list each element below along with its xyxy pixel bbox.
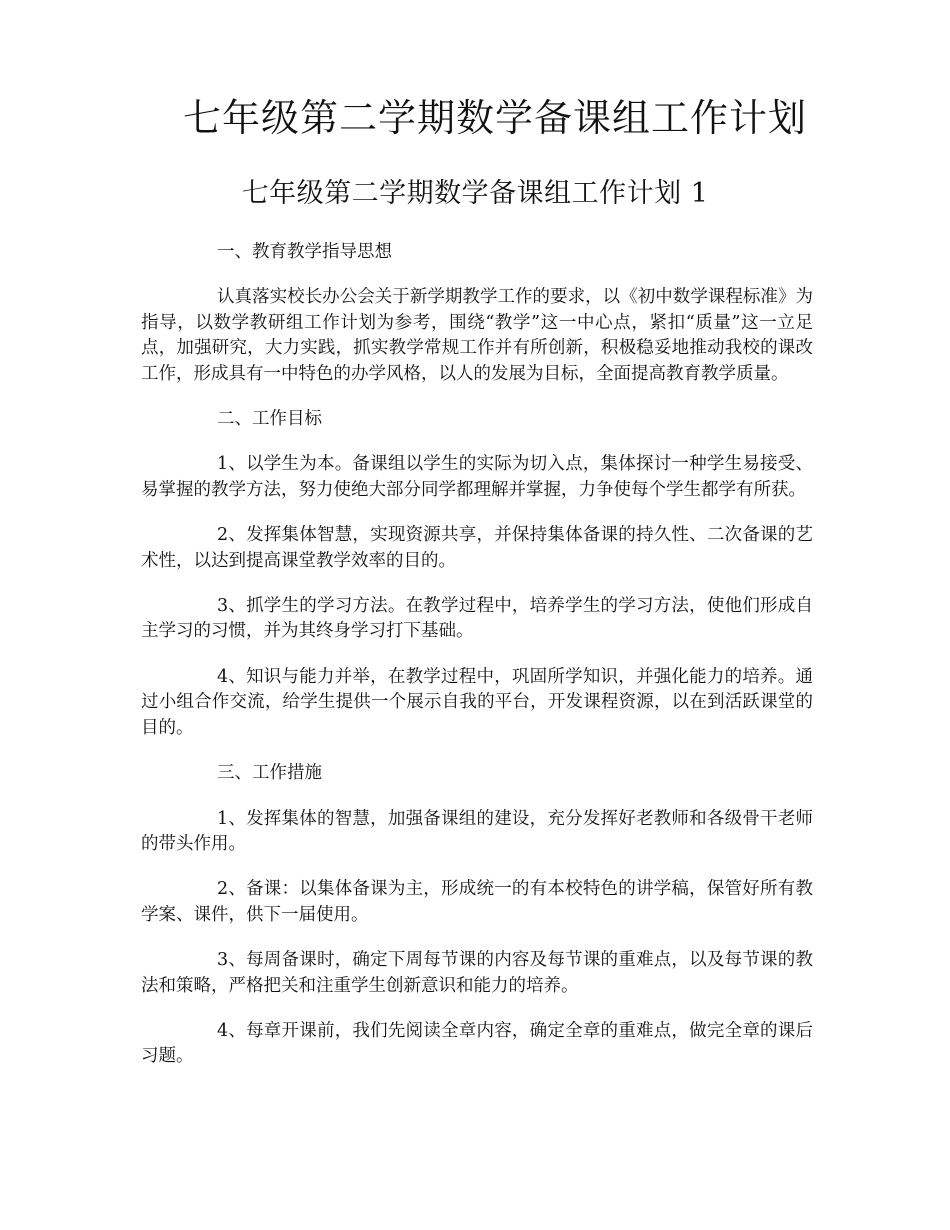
document-subtitle: 七年级第二学期数学备课组工作计划 1 [241, 178, 709, 209]
paragraph: 2、备课：以集体备课为主，形成统一的有本校特色的讲学稿，保管好所有教学案、课件，供下一届使用。 [141, 879, 813, 925]
document-body [141, 240, 813, 1090]
paragraph: 2、发挥集体智慧，实现资源共享，并保持集体备课的持久性、二次备课的艺术性，以达到提高课堂教学效率的目的。 [141, 525, 813, 571]
paragraph: 3、抓学生的学习方法。在教学过程中，培养学生的学习方法，使他们形成自主学习的习惯，并为其终身学习打下基础。 [141, 596, 813, 642]
paragraph: 认真落实校长办公会关于新学期教学工作的要求，以《初中数学课程标准》为指导，以数学教研组工作计划为参考，围绕“教学”这一中心点，紧扣“质量”这一立足点，加强研究，大力实践，抓实教学常规工作并有所创新，积极稳妥地推动我校的课改工作，形成具有一中特色的办学风格，以人的发展为目标，全面提高教育教学质量。 [141, 287, 813, 384]
section-heading: 一、教育教学指导思想 [217, 242, 392, 262]
paragraph: 1、发挥集体的智慧，加强备课组的建设，充分发挥好老教师和各级骨干老师的带头作用。 [141, 808, 813, 854]
document-title: 七年级第二学期数学备课组工作计划 [182, 96, 807, 140]
paragraph: 4、每章开课前，我们先阅读全章内容，确定全章的重难点，做完全章的课后习题。 [141, 1020, 813, 1067]
paragraph: 4、知识与能力并举，在教学过程中，巩固所学知识，并强化能力的培养。通过小组合作交流，给学生提供一个展示自我的平台，开发课程资源，以在到活跃课堂的目的。 [141, 666, 813, 738]
paragraph: 1、以学生为本。备课组以学生的实际为切入点，集体探讨一种学生易接受、易掌握的教学方法，努力使绝大部分同学都理解并掌握，力争使每个学生都学有所获。 [141, 454, 813, 500]
section-heading: 二、工作目标 [217, 409, 322, 430]
section-heading: 三、工作措施 [217, 763, 322, 784]
paragraph: 3、每周备课时，确定下周每节课的内容及每节课的重难点，以及每节课的教法和策略，严格把关和注重学生创新意识和能力的培养。 [141, 950, 813, 996]
